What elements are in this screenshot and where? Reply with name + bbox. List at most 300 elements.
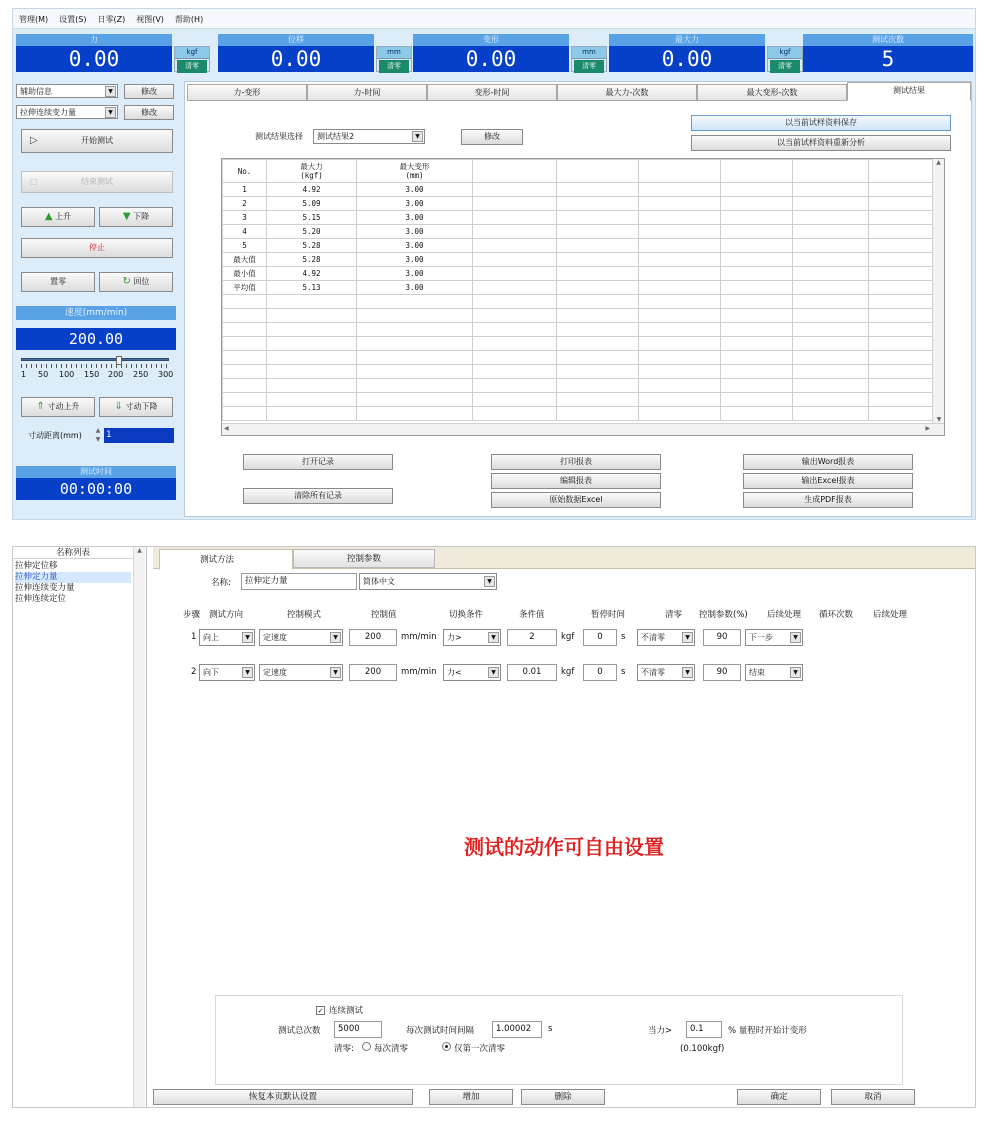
scroll-up-icon[interactable]: ▲ xyxy=(936,159,941,166)
table-row[interactable] xyxy=(223,337,935,351)
menu-view[interactable]: 视图(V) xyxy=(136,15,164,24)
ok-button[interactable]: 确定 xyxy=(737,1089,821,1105)
tab-max-deformation-count[interactable]: 最大变形-次数 xyxy=(697,84,847,101)
table-cell: 3.00 xyxy=(357,197,473,211)
table-cell: 5.28 xyxy=(267,239,357,253)
table-cell: 5.15 xyxy=(267,211,357,225)
deformation-display-label: 变形 xyxy=(413,34,569,46)
header-condition-value: 条件值 xyxy=(519,610,545,620)
direction-select[interactable] xyxy=(199,629,255,646)
zero-select-value: 不清零 xyxy=(641,668,665,677)
header-control-param: 控制参数(%) xyxy=(699,610,748,620)
condition-unit: kgf xyxy=(561,667,575,677)
table-cell xyxy=(223,365,267,379)
table-cell xyxy=(721,393,793,407)
table-cell xyxy=(793,267,869,281)
table-cell xyxy=(869,239,935,253)
table-cell xyxy=(267,407,357,421)
table-cell xyxy=(869,379,935,393)
reanalyze-button[interactable]: 以当前试样资料重新分析 xyxy=(691,135,951,151)
force-unit-box xyxy=(174,46,210,72)
control-mode-select-value: 定速度 xyxy=(263,668,287,677)
step-number: 2 xyxy=(191,667,197,677)
results-table xyxy=(222,159,935,421)
next-action-select-value: 下一步 xyxy=(749,633,773,642)
column-header-empty xyxy=(869,160,935,183)
table-cell xyxy=(869,393,935,407)
raw-excel-button[interactable]: 原始数据Excel xyxy=(491,492,661,508)
deformation-zero-button[interactable]: 清零 xyxy=(574,60,604,73)
end-test-button[interactable] xyxy=(21,171,173,193)
pause-unit: s xyxy=(621,632,626,642)
method-value: 拉伸连续变力量 xyxy=(20,108,76,117)
clear-records-button[interactable]: 清除所有记录 xyxy=(243,488,393,504)
table-row[interactable] xyxy=(223,197,935,211)
table-cell xyxy=(721,365,793,379)
table-cell xyxy=(557,351,639,365)
table-cell: 最小值 xyxy=(223,267,267,281)
language-select[interactable] xyxy=(359,573,497,590)
result-select-value: 测试结果2 xyxy=(317,132,355,141)
table-cell xyxy=(473,183,557,197)
up-button[interactable] xyxy=(21,207,95,227)
table-cell xyxy=(793,323,869,337)
result-modify-button[interactable]: 修改 xyxy=(461,129,523,145)
name-list-scrollbar[interactable] xyxy=(133,547,145,1107)
scroll-down-icon[interactable]: ▼ xyxy=(936,416,942,423)
aux-modify-button[interactable]: 修改 xyxy=(124,84,174,99)
direction-select-value: 向上 xyxy=(203,633,219,642)
table-cell xyxy=(557,253,639,267)
control-mode-select-value: 定速度 xyxy=(263,633,287,642)
name-list xyxy=(15,561,131,605)
condition-select[interactable] xyxy=(443,629,501,646)
control-value-input[interactable]: 200 xyxy=(349,664,397,681)
step-row xyxy=(153,627,975,647)
total-count-input[interactable]: 5000 xyxy=(334,1021,382,1038)
scroll-up-icon[interactable]: ▲ xyxy=(137,547,142,554)
table-cell: 1 xyxy=(223,183,267,197)
name-list-panel xyxy=(13,547,147,1107)
table-cell: 3.00 xyxy=(357,225,473,239)
table-cell xyxy=(473,295,557,309)
table-cell: 3.00 xyxy=(357,211,473,225)
vertical-scrollbar[interactable] xyxy=(932,159,944,423)
displacement-unit[interactable]: mm xyxy=(377,47,411,59)
name-label: 名称: xyxy=(211,578,231,588)
table-cell xyxy=(473,239,557,253)
table-cell xyxy=(721,267,793,281)
jog-distance-input[interactable]: 1 xyxy=(104,428,174,443)
jog-down-icon: ⇓ xyxy=(114,401,123,412)
control-value-input[interactable]: 200 xyxy=(349,629,397,646)
jog-down-label: 寸动下降 xyxy=(125,402,158,411)
slider-track xyxy=(21,358,169,361)
radio-dot xyxy=(445,1045,448,1048)
table-cell xyxy=(869,351,935,365)
table-cell xyxy=(869,295,935,309)
test-software-window xyxy=(12,8,976,520)
table-cell xyxy=(721,239,793,253)
next-action-select[interactable] xyxy=(745,629,803,646)
table-row[interactable] xyxy=(223,351,935,365)
export-word-button[interactable]: 输出Word报表 xyxy=(743,454,913,470)
header-control-value: 控制值 xyxy=(371,610,397,620)
table-cell: 3.00 xyxy=(357,267,473,281)
table-row[interactable] xyxy=(223,379,935,393)
column-header-empty xyxy=(557,160,639,183)
header-step: 步骤 xyxy=(183,610,201,620)
cancel-button[interactable]: 取消 xyxy=(831,1089,915,1105)
test-count-display xyxy=(803,34,973,78)
table-cell xyxy=(793,183,869,197)
tab-max-force-count[interactable]: 最大力-次数 xyxy=(557,84,697,101)
table-cell xyxy=(639,351,721,365)
radio-first-zero[interactable] xyxy=(442,1042,451,1051)
zero-select[interactable] xyxy=(637,629,695,646)
chevron-down-icon: ▼ xyxy=(242,667,253,678)
zero-option-label: 清零: xyxy=(334,1044,354,1054)
table-cell xyxy=(793,379,869,393)
table-cell xyxy=(473,211,557,225)
interval-unit: s xyxy=(548,1024,553,1034)
table-cell xyxy=(639,323,721,337)
pause-unit: s xyxy=(621,667,626,677)
jog-up-label: 寸动上升 xyxy=(47,402,80,411)
result-area xyxy=(184,81,972,517)
table-cell xyxy=(639,337,721,351)
test-count-label: 测试次数 xyxy=(803,34,973,46)
table-cell xyxy=(639,365,721,379)
language-value: 简体中文 xyxy=(363,577,395,586)
zero-select[interactable] xyxy=(637,664,695,681)
table-cell: 4.92 xyxy=(267,183,357,197)
header-control-mode: 控制模式 xyxy=(287,610,322,620)
table-cell xyxy=(721,337,793,351)
menu-bar xyxy=(13,9,975,29)
table-cell xyxy=(223,295,267,309)
condition-select[interactable] xyxy=(443,664,501,681)
table-cell xyxy=(793,337,869,351)
export-excel-button[interactable]: 输出Excel报表 xyxy=(743,473,913,489)
control-mode-select[interactable] xyxy=(259,629,343,646)
print-report-button[interactable]: 打印报表 xyxy=(491,454,661,470)
start-test-button[interactable] xyxy=(21,129,173,153)
table-cell xyxy=(557,211,639,225)
deformation-unit[interactable]: mm xyxy=(572,47,606,59)
column-header-no[interactable]: No. xyxy=(223,160,267,183)
table-cell xyxy=(473,379,557,393)
table-cell xyxy=(793,393,869,407)
condition-select-value: 力< xyxy=(447,668,462,677)
table-row[interactable] xyxy=(223,393,935,407)
export-pdf-button[interactable]: 生成PDF报表 xyxy=(743,492,913,508)
down-label: 下降 xyxy=(133,212,150,221)
control-value-unit: mm/min xyxy=(401,667,437,677)
chevron-down-icon: ▼ xyxy=(484,576,495,587)
table-row[interactable] xyxy=(223,183,935,197)
deformation-value: 0.00 xyxy=(413,46,569,72)
table-cell xyxy=(557,197,639,211)
slider-thumb[interactable] xyxy=(116,356,122,365)
total-count-label: 测试总次数 xyxy=(278,1026,321,1036)
table-cell xyxy=(223,323,267,337)
control-panel xyxy=(16,81,182,517)
zero-select-value: 不清零 xyxy=(641,633,665,642)
name-list-item[interactable]: 拉伸连续变力量 xyxy=(15,583,75,593)
table-cell xyxy=(869,267,935,281)
method-settings-window xyxy=(12,546,976,1108)
scale-label: 300 xyxy=(158,370,174,379)
chevron-down-icon: ▼ xyxy=(330,667,341,678)
column-header-max-deformation-text: 最大变形 (mm) xyxy=(399,162,430,180)
table-cell xyxy=(639,239,721,253)
table-cell xyxy=(357,351,473,365)
table-row[interactable] xyxy=(223,211,935,225)
table-cell xyxy=(793,407,869,421)
pause-input[interactable]: 0 xyxy=(583,629,617,646)
max-force-display-label: 最大力 xyxy=(609,34,765,46)
control-param-input[interactable]: 90 xyxy=(703,629,741,646)
deformation-unit-box xyxy=(571,46,607,72)
column-header-max-force[interactable] xyxy=(267,160,357,183)
add-step-button[interactable]: 增加 xyxy=(429,1089,513,1105)
zero-first-label: 仅第一次清零 xyxy=(454,1044,506,1054)
chevron-down-icon: ▼ xyxy=(488,632,499,643)
table-row[interactable] xyxy=(223,281,935,295)
table-cell xyxy=(721,309,793,323)
result-select-label: 测试结果选择 xyxy=(255,132,303,141)
table-cell xyxy=(721,197,793,211)
table-cell xyxy=(267,393,357,407)
table-cell xyxy=(639,379,721,393)
table-cell xyxy=(721,323,793,337)
table-cell: 5.28 xyxy=(267,253,357,267)
table-cell xyxy=(473,253,557,267)
table-cell: 4.92 xyxy=(267,267,357,281)
table-row[interactable] xyxy=(223,295,935,309)
table-cell xyxy=(793,239,869,253)
table-cell xyxy=(473,267,557,281)
table-cell: 5.20 xyxy=(267,225,357,239)
continuous-checkbox[interactable] xyxy=(316,1006,325,1015)
table-cell xyxy=(639,295,721,309)
aux-info-select[interactable] xyxy=(16,84,118,98)
table-cell xyxy=(639,253,721,267)
interval-label: 每次测试时间间隔 xyxy=(406,1026,475,1036)
down-button[interactable] xyxy=(99,207,173,227)
spinner-icon[interactable]: ▲ ▼ xyxy=(95,427,101,443)
table-cell xyxy=(793,225,869,239)
open-record-button[interactable]: 打开记录 xyxy=(243,454,393,470)
menu-zero[interactable]: 日零(Z) xyxy=(97,15,126,24)
scale-label: 150 xyxy=(84,370,100,379)
table-cell xyxy=(473,337,557,351)
radio-each-zero[interactable] xyxy=(362,1042,371,1051)
force-threshold-input[interactable]: 0.1 xyxy=(686,1021,722,1038)
chevron-down-icon: ▼ xyxy=(488,667,499,678)
table-cell: 2 xyxy=(223,197,267,211)
table-cell xyxy=(223,351,267,365)
step-row xyxy=(153,662,975,682)
header-zero: 清零 xyxy=(665,610,683,620)
direction-select[interactable] xyxy=(199,664,255,681)
scale-label: 200 xyxy=(108,370,124,379)
table-cell xyxy=(793,281,869,295)
table-cell xyxy=(869,323,935,337)
jog-down-button[interactable] xyxy=(99,397,173,417)
table-cell xyxy=(793,211,869,225)
table-row[interactable] xyxy=(223,267,935,281)
table-cell xyxy=(869,253,935,267)
condition-value-input[interactable]: 2 xyxy=(507,629,557,646)
save-sample-button[interactable]: 以当前试样资料保存 xyxy=(691,115,951,131)
next-action-select[interactable] xyxy=(745,664,803,681)
header-direction: 测试方向 xyxy=(209,610,244,620)
table-cell xyxy=(721,211,793,225)
table-cell: 3.00 xyxy=(357,281,473,295)
table-cell: 3.00 xyxy=(357,183,473,197)
table-cell: 3.00 xyxy=(357,253,473,267)
table-cell xyxy=(557,365,639,379)
table-cell xyxy=(557,225,639,239)
table-cell xyxy=(557,407,639,421)
menu-settings[interactable]: 设置(S) xyxy=(59,15,87,24)
table-cell xyxy=(721,379,793,393)
column-header-max-deformation[interactable] xyxy=(357,160,473,183)
table-cell: 4 xyxy=(223,225,267,239)
header-loop-count: 循环次数 xyxy=(819,610,854,620)
table-cell xyxy=(869,281,935,295)
tab-test-results[interactable]: 测试结果 xyxy=(847,82,971,101)
displacement-display xyxy=(218,34,414,78)
table-cell xyxy=(639,197,721,211)
table-row[interactable] xyxy=(223,253,935,267)
table-row[interactable] xyxy=(223,309,935,323)
table-cell xyxy=(869,309,935,323)
horizontal-scrollbar[interactable] xyxy=(222,423,944,435)
scale-label: 1 xyxy=(21,370,27,379)
table-cell xyxy=(639,225,721,239)
slider-scale xyxy=(16,370,182,380)
column-header-max-force-text: 最大力 (kgf) xyxy=(300,162,323,180)
jog-up-icon: ⇑ xyxy=(36,401,45,412)
name-list-item[interactable]: 拉伸定力量 xyxy=(15,572,131,583)
tab-test-method[interactable]: 测试方法 xyxy=(159,549,293,570)
table-cell xyxy=(357,295,473,309)
restore-defaults-button[interactable]: 恢复本页默认设置 xyxy=(153,1089,413,1105)
header-pause-time: 暂停时间 xyxy=(591,610,626,620)
jog-distance-label: 寸动距离(mm) xyxy=(28,431,82,440)
method-modify-button[interactable]: 修改 xyxy=(124,105,174,120)
tab-deformation-time[interactable]: 变形-时间 xyxy=(427,84,557,101)
control-param-input[interactable]: 90 xyxy=(703,664,741,681)
table-cell xyxy=(793,309,869,323)
table-cell xyxy=(869,337,935,351)
force-unit[interactable]: kgf xyxy=(175,47,209,59)
zero-button[interactable]: 置零 xyxy=(21,272,95,292)
test-count-value: 5 xyxy=(803,46,973,72)
pause-input[interactable]: 0 xyxy=(583,664,617,681)
delete-step-button[interactable]: 删除 xyxy=(521,1089,605,1105)
column-header-empty xyxy=(473,160,557,183)
interval-input[interactable]: 1.00002 xyxy=(492,1021,542,1038)
max-force-zero-button[interactable]: 清零 xyxy=(770,60,800,73)
max-force-value: 0.00 xyxy=(609,46,765,72)
control-mode-select[interactable] xyxy=(259,664,343,681)
stop-button[interactable]: 停止 xyxy=(21,238,173,258)
table-row[interactable] xyxy=(223,323,935,337)
force-zero-button[interactable]: 清零 xyxy=(177,60,207,73)
continuous-test-box xyxy=(215,995,903,1085)
table-cell xyxy=(721,407,793,421)
force-threshold-label: 当力> xyxy=(648,1026,673,1036)
table-cell xyxy=(357,407,473,421)
jog-up-button[interactable] xyxy=(21,397,95,417)
scroll-right-icon[interactable]: ▶ xyxy=(925,425,930,432)
displacement-zero-button[interactable]: 清零 xyxy=(379,60,409,73)
speed-value: 200.00 xyxy=(16,328,176,350)
table-cell xyxy=(473,197,557,211)
table-cell xyxy=(357,393,473,407)
condition-select-value: 力> xyxy=(447,633,462,642)
chevron-down-icon: ▼ xyxy=(105,107,116,118)
table-cell xyxy=(473,225,557,239)
tab-force-deformation[interactable]: 力-变形 xyxy=(187,84,307,101)
force-threshold-suffix: % 量程时开始计变形 xyxy=(728,1026,807,1036)
header-post-process-2: 后续处理 xyxy=(873,610,908,620)
name-list-item[interactable]: 拉伸定位移 xyxy=(15,561,58,571)
return-button[interactable] xyxy=(99,272,173,292)
table-row[interactable] xyxy=(223,365,935,379)
table-cell xyxy=(557,281,639,295)
table-cell xyxy=(721,225,793,239)
menu-help[interactable]: 帮助(H) xyxy=(174,15,204,24)
zero-each-label: 每次清零 xyxy=(374,1044,409,1054)
method-select[interactable] xyxy=(16,105,118,119)
direction-select-value: 向下 xyxy=(203,668,219,677)
table-row[interactable] xyxy=(223,225,935,239)
name-list-item[interactable]: 拉伸连续定位 xyxy=(15,594,67,604)
edit-report-button[interactable]: 编辑报表 xyxy=(491,473,661,489)
table-cell xyxy=(473,323,557,337)
table-cell xyxy=(639,281,721,295)
results-table-container xyxy=(221,158,945,436)
table-row[interactable] xyxy=(223,407,935,421)
tab-force-time[interactable]: 力-时间 xyxy=(307,84,427,101)
force-display xyxy=(16,34,212,78)
chevron-down-icon: ▼ xyxy=(242,632,253,643)
menu-manage[interactable]: 管理(M) xyxy=(19,15,49,24)
tab-control-params[interactable]: 控制参数 xyxy=(293,549,435,568)
table-cell xyxy=(267,309,357,323)
checkmark-icon: ✓ xyxy=(317,1007,324,1015)
chevron-down-icon: ▼ xyxy=(790,667,801,678)
max-force-unit[interactable]: kgf xyxy=(768,47,802,59)
table-cell xyxy=(793,253,869,267)
table-cell: 3 xyxy=(223,211,267,225)
scroll-left-icon[interactable]: ◀ xyxy=(224,425,229,432)
table-cell xyxy=(223,393,267,407)
condition-value-input[interactable]: 0.01 xyxy=(507,664,557,681)
table-cell xyxy=(639,267,721,281)
name-input[interactable]: 拉伸定力量 xyxy=(241,573,357,590)
table-cell xyxy=(793,197,869,211)
table-row[interactable] xyxy=(223,239,935,253)
displacement-value: 0.00 xyxy=(218,46,374,72)
result-select[interactable] xyxy=(313,129,425,144)
column-header-empty xyxy=(721,160,793,183)
